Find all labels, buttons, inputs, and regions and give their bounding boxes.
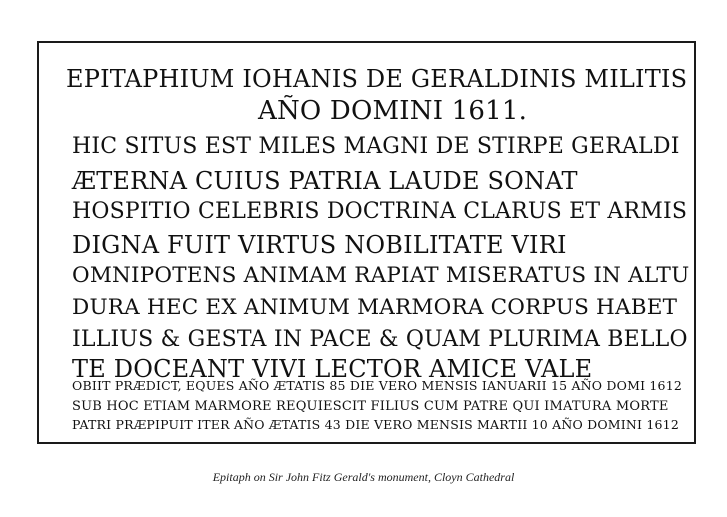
epitaph-line: ÆTERNA CUIUS PATRIA LAUDE SONAT <box>72 167 578 195</box>
epitaph-year-line: AÑO DOMINI 1611. <box>258 96 528 126</box>
epitaph-title: EPITAPHIUM IOHANIS DE GERALDINIS MILITIS <box>66 65 688 93</box>
epitaph-line: DURA HEC EX ANIMUM MARMORA CORPUS HABET <box>72 295 678 320</box>
epitaph-line: HOSPITIO CELEBRIS DOCTRINA CLARUS ET ARMIS <box>72 199 688 224</box>
epitaph-line: OMNIPOTENS ANIMAM RAPIAT MISERATUS IN ALTU <box>72 263 690 288</box>
epitaph-line: TE DOCEANT VIVI LECTOR AMICE VALE <box>72 355 593 383</box>
epitaph-line: HIC SITUS EST MILES MAGNI DE STIRPE GERALDI <box>72 134 680 159</box>
figure-caption: Epitaph on Sir John Fitz Gerald's monument, Cloyn Cathedral <box>212 470 515 484</box>
epitaph-line: ILLIUS & GESTA IN PACE & QUAM PLURIMA BELLO <box>72 327 688 352</box>
epitaph-small-line: SUB HOC ETIAM MARMORE REQUIESCIT FILIUS CUM PATRE QUI IMATURA MORTE <box>72 399 669 414</box>
epitaph-small-line: OBIIT PRÆDICT, EQUES AÑO ÆTATIS 85 DIE VERO MENSIS IANUARII 15 AÑO DOMI 1612 <box>72 378 683 393</box>
epitaph-line: DIGNA FUIT VIRTUS NOBILITATE VIRI <box>72 231 567 259</box>
epitaph-small-line: PATRI PRÆPIPUIT ITER AÑO ÆTATIS 43 DIE VERO MENSIS MARTII 10 AÑO DOMINI 1612 <box>72 417 679 432</box>
